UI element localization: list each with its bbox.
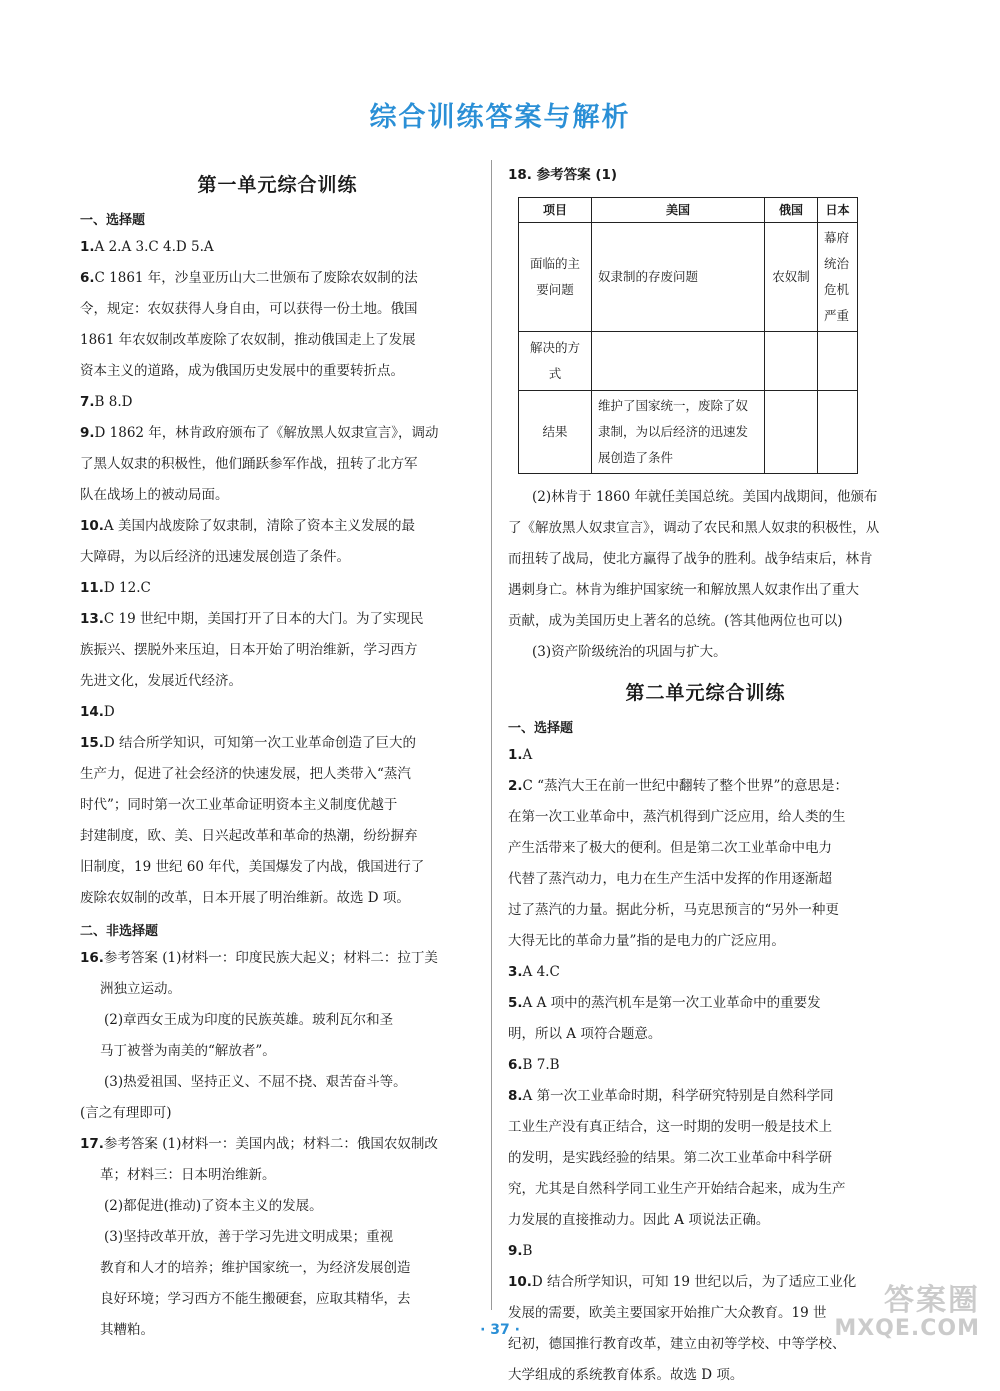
answer-line	[508, 513, 903, 544]
answer-line	[80, 821, 475, 852]
question-number: 10.	[508, 1274, 532, 1290]
table-cell	[818, 391, 858, 474]
answer-line	[80, 759, 475, 790]
answer-text: (言之有理即可)	[80, 1105, 172, 1121]
table-cell: 结果	[519, 391, 592, 474]
answer-line	[80, 883, 475, 914]
table-cell: 维护了国家统一，废除了奴隶制，为以后经济的迅速发展创造了条件	[592, 391, 765, 474]
answer-line	[508, 482, 903, 513]
page-title: 综合训练答案与解析	[369, 102, 631, 133]
answer-line	[80, 697, 475, 728]
answer-line	[508, 802, 903, 833]
table-cell	[592, 332, 765, 391]
answer-text: 发展的需要，欧美主要国家开始推广大众教育。19 世	[508, 1305, 827, 1321]
answer-text: B 7.B	[522, 1057, 560, 1073]
q18-answer-text	[508, 482, 903, 668]
answer-text: 良好环境；学习西方不能生搬硬套，应取其精华，去	[100, 1291, 411, 1307]
answer-list-nonchoice	[80, 943, 475, 1346]
table-cell	[765, 332, 818, 391]
table-header-cell: 项目	[519, 198, 592, 223]
answer-text: 产生活带来了极大的便利。但是第二次工业革命中电力	[508, 840, 832, 856]
q18-heading: 18. 参考答案 (1)	[508, 167, 618, 183]
question-number: 1.	[508, 747, 523, 763]
answer-text: D	[103, 704, 115, 720]
answer-line	[508, 1050, 903, 1081]
unit-one-title: 第一单元综合训练	[197, 174, 358, 196]
table-cell	[765, 391, 818, 474]
answer-line	[508, 864, 903, 895]
answer-line	[508, 1174, 903, 1205]
unit-two-title: 第二单元综合训练	[625, 682, 786, 704]
answer-text: 废除农奴制的改革，日本开展了明治维新。故选 D 项。	[80, 890, 410, 906]
question-number: 9.	[80, 425, 95, 441]
answer-line	[80, 943, 475, 974]
answer-line	[80, 604, 475, 635]
answer-line	[80, 325, 475, 356]
answer-line	[508, 895, 903, 926]
answer-text: 大障碍，为以后经济的迅速发展创造了条件。	[80, 549, 350, 565]
answer-line	[508, 988, 903, 1019]
question-number: 1.	[80, 239, 95, 255]
question-number: 8.	[508, 1088, 523, 1104]
answer-text: 革；材料三：日本明治维新。	[100, 1167, 276, 1183]
answer-line	[80, 1129, 475, 1160]
answer-text: 族振兴、摆脱外来压迫，日本开始了明治维新，学习西方	[80, 642, 418, 658]
answer-line	[80, 1160, 475, 1191]
answer-line	[80, 635, 475, 666]
answer-text: B	[522, 1243, 533, 1259]
answer-text: 了黑人奴隶的积极性，他们踊跃参军作战，扭转了北方军	[80, 456, 418, 472]
answer-line	[508, 1081, 903, 1112]
answer-text: D 1862 年，林肯政府颁布了《解放黑人奴隶宣言》，调动	[94, 425, 439, 441]
question-number: 11.	[80, 580, 104, 596]
question-number: 13.	[80, 611, 104, 627]
table-header-row	[519, 198, 858, 223]
answer-line	[80, 728, 475, 759]
answer-line	[80, 511, 475, 542]
answer-text: 大学组成的系统教育体系。故选 D 项。	[508, 1367, 744, 1383]
table-header-cell: 日本	[818, 198, 858, 223]
answer-text: A 第一次工业革命时期，科学研究特别是自然科学同	[522, 1088, 834, 1104]
answer-text: 大得无比的革命力量”指的是电力的广泛应用。	[508, 933, 785, 949]
question-number: 3.	[508, 964, 523, 980]
table-header-cell: 美国	[592, 198, 765, 223]
answer-text: 明，所以 A 项符合题意。	[508, 1026, 662, 1042]
answer-line	[508, 771, 903, 802]
answer-line	[80, 1036, 475, 1067]
answer-text: 贡献，成为美国历史上著名的总统。(答其他两位也可以)	[508, 613, 843, 629]
question-number: 2.	[508, 778, 523, 794]
answer-line	[80, 542, 475, 573]
answer-text: D 12.C	[103, 580, 151, 596]
right-column	[508, 160, 903, 1391]
table-cell: 解决的方式	[519, 332, 592, 391]
answer-text: 在第一次工业革命中，蒸汽机得到广泛应用，给人类的生	[508, 809, 846, 825]
answer-text: 力发展的直接推动力。因此 A 项说法正确。	[508, 1212, 770, 1228]
answer-line	[80, 1222, 475, 1253]
answer-text: 封建制度，欧、美、日兴起改革和革命的热潮，纷纷摒弃	[80, 828, 418, 844]
answer-text: 马丁被誉为南美的“解放者”。	[100, 1043, 276, 1059]
answer-text: 参考答案 (1)材料一：美国内战；材料二：俄国农奴制改	[103, 1136, 438, 1152]
answer-line	[508, 833, 903, 864]
answer-text: D 结合所学知识，可知第一次工业革命创造了巨大的	[103, 735, 417, 751]
answer-line	[80, 387, 475, 418]
answer-text: 纪初，德国推行教育改革，建立由初等学校、中等学校、	[508, 1336, 846, 1352]
answer-line	[80, 790, 475, 821]
table-cell: 面临的主要问题	[519, 223, 592, 332]
answer-text: 工业生产没有真正结合，这一时期的发明一般是技术上	[508, 1119, 832, 1135]
answer-text: 代替了蒸汽动力，电力在生产生活中发挥的作用逐渐超	[508, 871, 832, 887]
answer-line	[508, 1360, 903, 1391]
section-choice-heading: 一、选择题	[80, 213, 146, 228]
answer-text: 了《解放黑人奴隶宣言》，调动了农民和黑人奴隶的积极性，从	[508, 520, 880, 536]
answer-line	[80, 294, 475, 325]
answer-line	[80, 356, 475, 387]
table-header-cell: 俄国	[765, 198, 818, 223]
table-row	[519, 391, 858, 474]
question-number: 14.	[80, 704, 104, 720]
answer-line	[80, 1005, 475, 1036]
table-cell	[818, 332, 858, 391]
question-number: 5.	[508, 995, 523, 1011]
answer-text: A 4.C	[522, 964, 560, 980]
answer-line	[80, 666, 475, 697]
section-choice-heading-2: 一、选择题	[508, 721, 574, 736]
table-row	[519, 332, 858, 391]
answer-text: (2)林肯于 1860 年就任美国总统。美国内战期间，他颁布	[532, 489, 878, 505]
answer-text: 时代”；同时第一次工业革命证明资本主义制度优越于	[80, 797, 398, 813]
answer-text: 旧制度，19 世纪 60 年代，美国爆发了内战，俄国进行了	[80, 859, 425, 875]
answer-text: 教育和人才的培养；维护国家统一，为经济发展创造	[100, 1260, 411, 1276]
answer-line	[80, 1098, 475, 1129]
table-row	[519, 223, 858, 332]
answer-line	[508, 637, 903, 668]
answer-line	[80, 418, 475, 449]
answer-line	[80, 480, 475, 511]
question-number: 7.	[80, 394, 95, 410]
answer-line	[80, 974, 475, 1005]
answer-text: 1861 年农奴制改革废除了农奴制，推动俄国走上了发展	[80, 332, 416, 348]
question-number: 17.	[80, 1136, 104, 1152]
answer-text: (3)资产阶级统治的巩固与扩大。	[532, 644, 727, 660]
question-number: 6.	[508, 1057, 523, 1073]
answer-line	[508, 606, 903, 637]
answer-text: 过了蒸汽的力量。据此分析，马克思预言的“另外一种更	[508, 902, 839, 918]
watermark-logo	[834, 1284, 980, 1341]
answer-text: B 8.D	[94, 394, 133, 410]
answer-line	[80, 232, 475, 263]
answer-line	[508, 1112, 903, 1143]
answer-text: 的发明，是实践经验的结果。第二次工业革命中科学研	[508, 1150, 832, 1166]
answer-line	[508, 926, 903, 957]
question-number: 15.	[80, 735, 104, 751]
answer-line	[508, 740, 903, 771]
answer-text: 遇刺身亡。林肯为维护国家统一和解放黑人奴隶作出了重大	[508, 582, 859, 598]
question-number: 10.	[80, 518, 104, 534]
column-divider	[491, 160, 492, 1310]
answer-line	[80, 852, 475, 883]
table-cell: 农奴制	[765, 223, 818, 332]
answer-text: 而扭转了战局，使北方赢得了战争的胜利。战争结束后，林肯	[508, 551, 873, 567]
answer-text: A 美国内战废除了奴隶制，清除了资本主义发展的最	[103, 518, 415, 534]
answer-text: 究，尤其是自然科学同工业生产开始结合起来，成为生产	[508, 1181, 846, 1197]
answer-line	[80, 573, 475, 604]
answer-line	[80, 1067, 475, 1098]
answer-line	[80, 449, 475, 480]
answer-text: 参考答案 (1)材料一：印度民族大起义；材料二：拉丁美	[103, 950, 438, 966]
answer-line	[80, 1253, 475, 1284]
answer-line	[508, 957, 903, 988]
answer-text: (2)都促进(推动)了资本主义的发展。	[104, 1198, 323, 1214]
answer-text: 令，规定：农奴获得人身自由，可以获得一份土地。俄国	[80, 301, 418, 317]
answer-line	[508, 1236, 903, 1267]
answer-text: 先进文化，发展近代经济。	[80, 673, 242, 689]
page-number: · 37 ·	[480, 1322, 520, 1338]
comparison-table	[518, 197, 858, 474]
answer-text: 资本主义的道路，成为俄国历史发展中的重要转折点。	[80, 363, 404, 379]
question-number: 16.	[80, 950, 104, 966]
watermark-text-bottom: MXQE.COM	[834, 1315, 980, 1341]
answer-line	[508, 1143, 903, 1174]
answer-text: A	[522, 747, 533, 763]
answer-text: D 结合所学知识，可知 19 世纪以后，为了适应工业化	[531, 1274, 857, 1290]
answer-text: A 2.A 3.C 4.D 5.A	[94, 239, 214, 255]
answer-line	[508, 544, 903, 575]
table-cell: 奴隶制的存废问题	[592, 223, 765, 332]
watermark-text-top: 答案圈	[884, 1282, 980, 1318]
answer-text: C “蒸汽大王在前一世纪中翻转了整个世界”的意思是：	[522, 778, 848, 794]
answer-line	[80, 1191, 475, 1222]
answer-line	[508, 1205, 903, 1236]
answer-line	[508, 575, 903, 606]
answer-text: 洲独立运动。	[100, 981, 181, 997]
answer-list-choice	[80, 232, 475, 914]
answer-line	[508, 1019, 903, 1050]
section-nonchoice-heading: 二、非选择题	[80, 924, 159, 939]
answer-text: A A 项中的蒸汽机车是第一次工业革命中的重要发	[522, 995, 821, 1011]
question-number: 9.	[508, 1243, 523, 1259]
left-column	[80, 160, 475, 1346]
question-number: 6.	[80, 270, 95, 286]
answer-text: C 19 世纪中期，美国打开了日本的大门。为了实现民	[103, 611, 424, 627]
answer-text: 其糟粕。	[100, 1322, 154, 1338]
answer-text: (2)章西女王成为印度的民族英雄。玻利瓦尔和圣	[104, 1012, 394, 1028]
answer-text: C 1861 年，沙皇亚历山大二世颁布了废除农奴制的法	[94, 270, 418, 286]
answer-text: (3)热爱祖国、坚持正义、不屈不挠、艰苦奋斗等。	[104, 1074, 407, 1090]
answer-line	[80, 1284, 475, 1315]
answer-text: 生产力，促进了社会经济的快速发展，把人类带入“蒸汽	[80, 766, 411, 782]
table-cell: 幕府统治危机严重	[818, 223, 858, 332]
answer-text: 队在战场上的被动局面。	[80, 487, 229, 503]
answer-text: (3)坚持改革开放，善于学习先进文明成果；重视	[104, 1229, 394, 1245]
answer-line	[80, 263, 475, 294]
